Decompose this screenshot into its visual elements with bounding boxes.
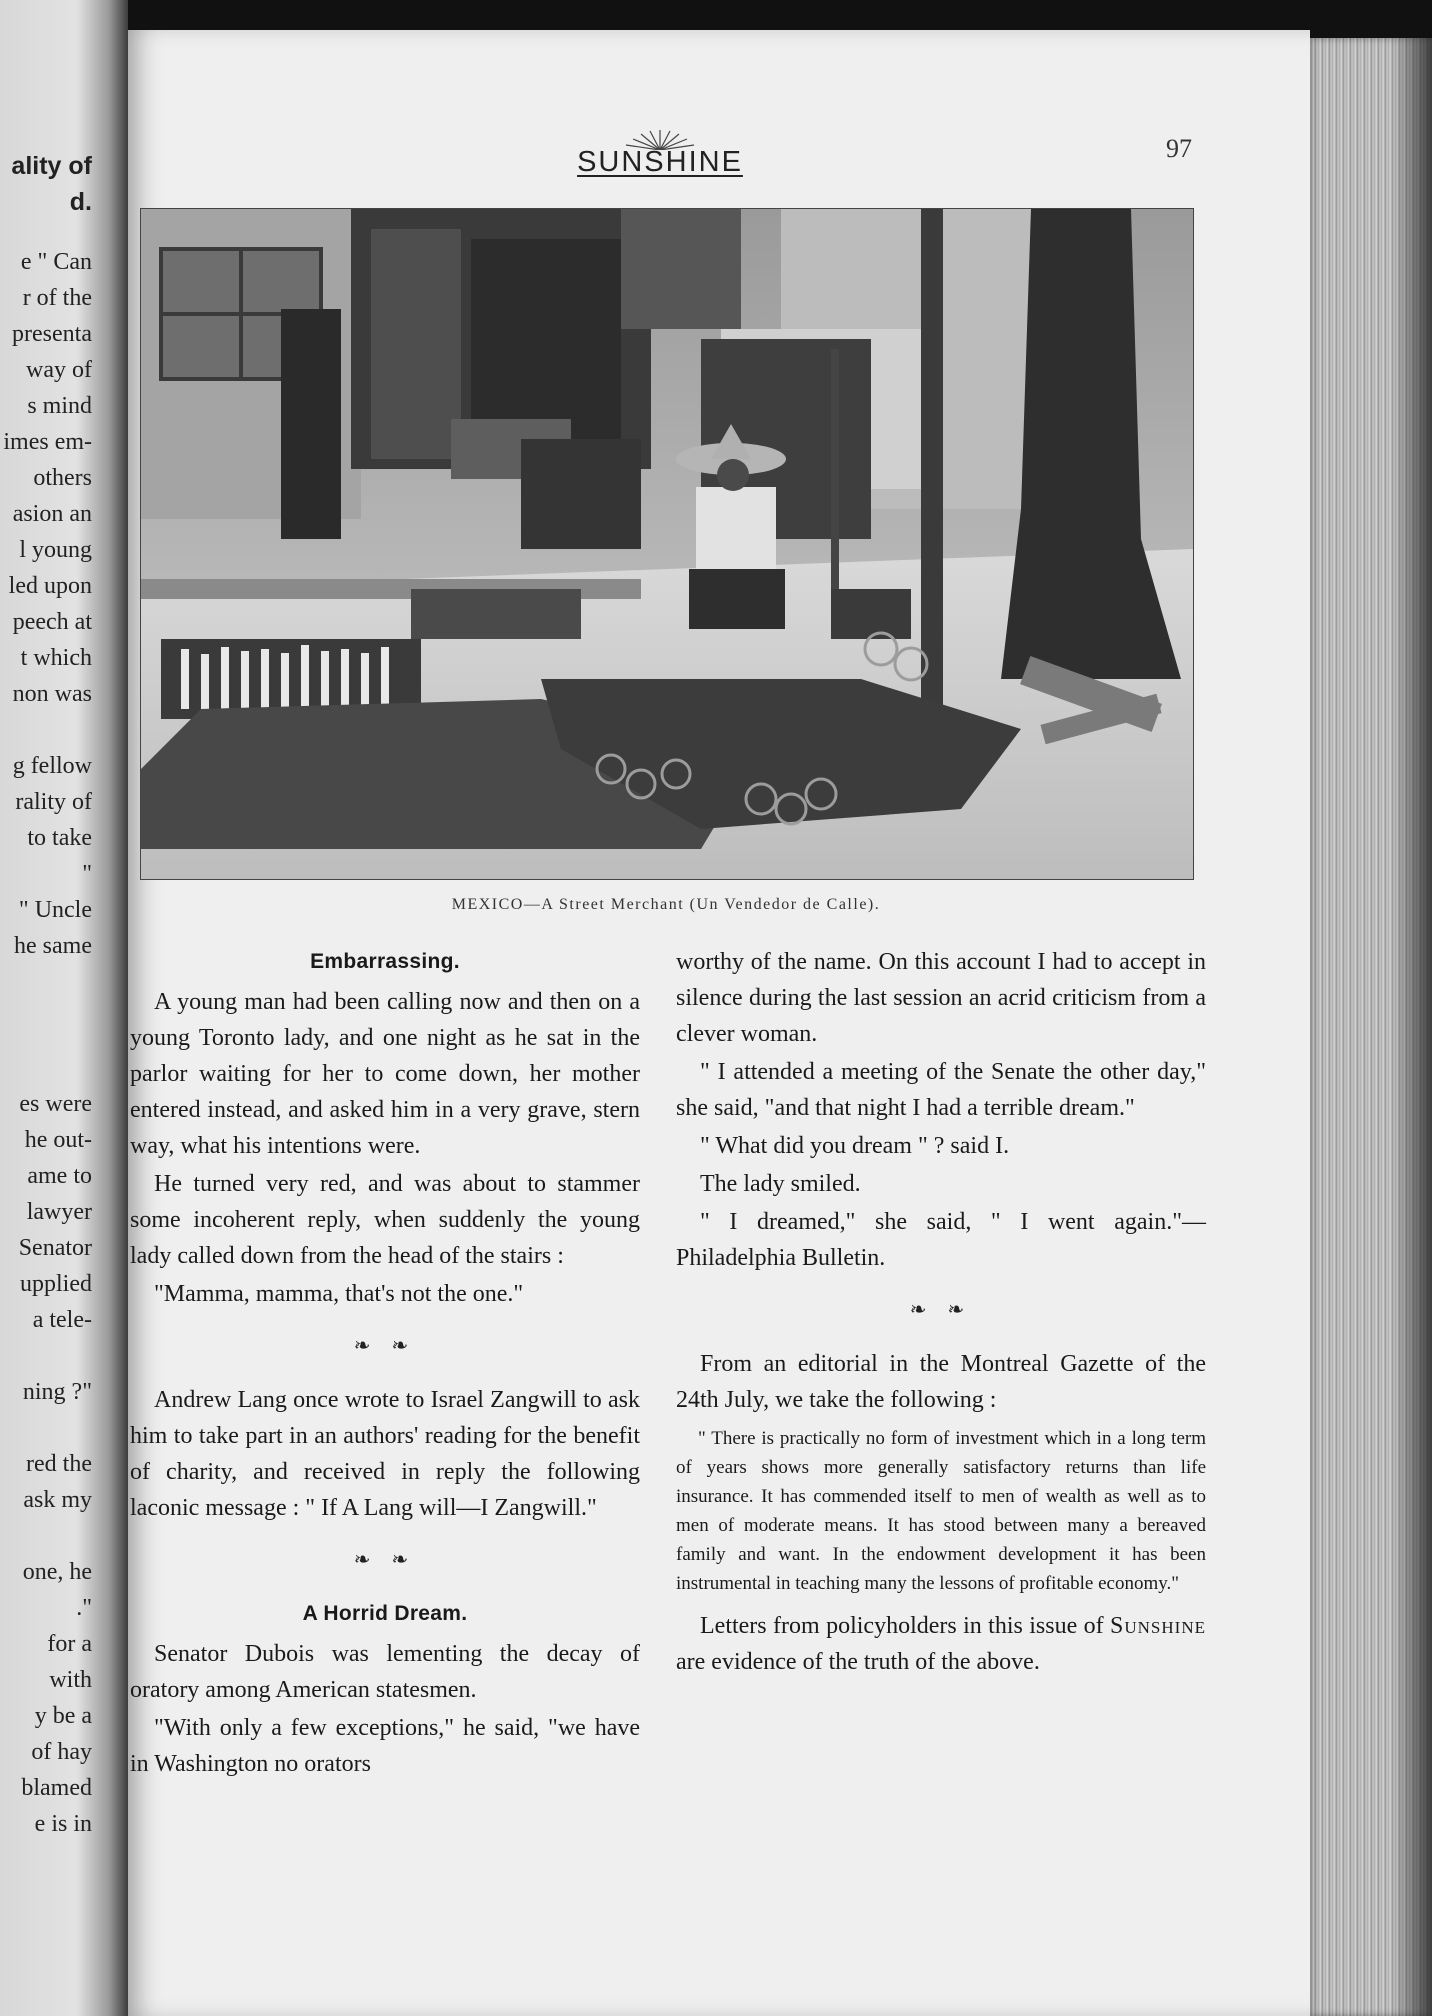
page-number: 97 [1166,134,1192,163]
street-merchant-photo [140,208,1194,880]
facing-page-line: he out- [24,1127,92,1153]
zangwill-paragraph: Andrew Lang once wrote to Israel Zangwill to ask him to take part in an authors' reading for the benefit of charity, and received in reply the following laconic message : " If A Lang will—I Zangwill." [130,1387,640,1521]
ornament-divider: ❧ ❧ [353,1335,417,1357]
page-edges [1305,38,1432,2016]
facing-page-line: rality of [15,789,92,815]
facing-page-line: peech at [12,609,92,635]
facing-page-line: imes em- [3,429,92,455]
photo-caption: MEXICO—A Street Merchant (Un Vendedor de Calle). [451,896,881,913]
heading-horrid-dream: A Horrid Dream. [302,1602,468,1625]
montreal-paragraph-1: From an editorial in the Montreal Gazette of the 24th July, we take the following : [676,1351,1206,1413]
masthead [572,128,748,179]
facing-page-line: others [33,465,92,491]
facing-page-line: l young [19,537,92,563]
right-column [676,944,1206,1682]
facing-page-line: y be a [34,1703,92,1729]
facing-page-line: e " Can [20,249,92,275]
brand-name: Sunshine [1110,1613,1206,1639]
facing-page-line: with [49,1667,92,1693]
facing-page-line: a tele- [32,1307,92,1333]
ornament-divider: ❧ ❧ [353,1549,417,1571]
dream-paragraph-4: " I attended a meeting of the Senate the other day," she said, "and that night I had a terrible dream." [676,1059,1206,1121]
facing-page-line: ame to [27,1163,92,1189]
facing-page-line: ning ?" [22,1379,92,1405]
dream-paragraph-6: The lady smiled. [700,1171,861,1197]
facing-page-line: he same [14,933,92,959]
facing-page-line: one, he [22,1559,92,1585]
facing-page-line: blamed [21,1775,92,1801]
ornament-divider: ❧ ❧ [909,1299,973,1321]
facing-page-line: d. [69,188,92,216]
facing-page-line: " [82,861,92,887]
facing-page-line: ask my [23,1487,92,1513]
dream-paragraph-7: " I dreamed," she said, " I went again."—Philadelphia Bulletin. [676,1209,1206,1271]
facing-page-line: asion an [12,501,92,527]
facing-page-line: ality of [11,152,92,180]
embarrassing-paragraph-1: A young man had been calling now and then on a young Toronto lady, and one night as he sat in the parlor waiting for her to come down, her mother entered instead, and asked him in a very grave, stern way, what his intentions were. [130,989,640,1159]
facing-page-line: es were [19,1091,92,1117]
facing-page-line: " Uncle [18,897,92,923]
dream-paragraph-3: worthy of the name. On this account I had to accept in silence during the last session an acrid criticism from a clever woman. [676,949,1206,1047]
facing-page-line: g fellow [12,753,92,779]
facing-page [0,0,128,2016]
dream-paragraph-5: " What did you dream " ? said I. [700,1133,1010,1159]
facing-page-line: e is in [34,1811,92,1837]
facing-page-line: Senator [18,1235,92,1261]
masthead-title: SUNSHINE [577,146,743,178]
facing-page-line: way of [26,357,92,383]
facing-page-line: upplied [20,1271,92,1297]
text-span: are evidence of the truth of the above. [676,1649,1040,1675]
facing-page-line: r of the [22,285,92,311]
facing-page-line: ." [76,1595,92,1621]
facing-page-line: red the [26,1451,92,1477]
facing-page-line: t which [20,645,92,671]
facing-page-line: s mind [27,393,92,419]
facing-page-line: of hay [31,1739,92,1765]
heading-embarrassing: Embarrassing. [310,950,460,973]
embarrassing-paragraph-2: He turned very red, and was about to stammer some incoherent reply, when suddenly the young lady called down from the head of the stairs : [130,1171,640,1269]
facing-page-line: lawyer [26,1199,92,1225]
text-span: Letters from policyholders in this issue of [700,1613,1111,1639]
facing-page-line: for a [47,1631,92,1657]
dream-paragraph-2: "With only a few exceptions," he said, "we have in Washington no orators [130,1715,640,1777]
facing-page-line: presenta [12,321,92,347]
montreal-paragraph-2 [676,1608,1206,1680]
embarrassing-paragraph-3: "Mamma, mamma, that's not the one." [154,1281,524,1307]
facing-page-line: to take [27,825,92,851]
facing-page-line: led upon [8,573,92,599]
left-column [130,944,640,1784]
dream-paragraph-1: Senator Dubois was lementing the decay of oratory among American statesmen. [130,1641,640,1703]
facing-page-line: non was [12,681,92,707]
montreal-quote: " There is practically no form of investment which in a long term of years shows more generally satisfactory returns than life insurance. It has commended itself to men of wealth as well as to men of moderate means. It has stood between many a bereaved family and want. In the endowment development it has been instrumental in teaching many the lessons of profitable economy." [676,1428,1206,1594]
